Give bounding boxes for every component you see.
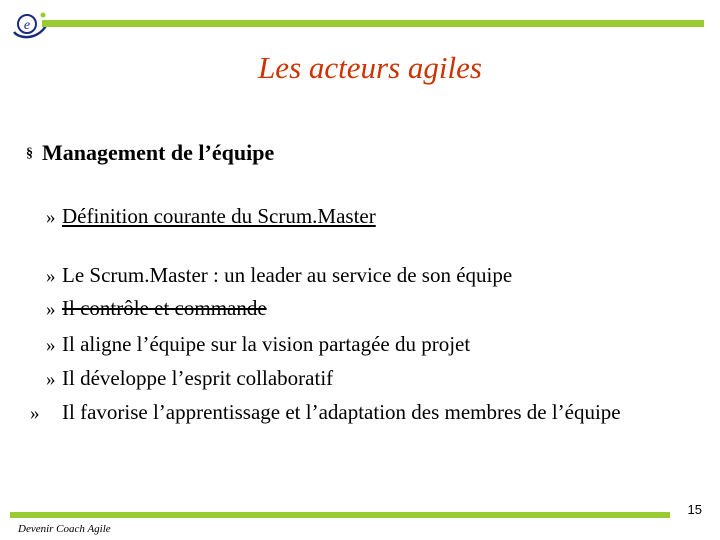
page-number: 15 <box>687 502 702 517</box>
item-mark: » <box>46 299 56 320</box>
bottom-rule <box>10 512 670 518</box>
list-item <box>46 330 470 360</box>
section-label: Management de l’équipe <box>42 140 275 165</box>
item-text: Il développe l’esprit collaboratif <box>62 366 334 390</box>
section-bullet: § <box>26 146 33 161</box>
item-mark: » <box>30 403 40 424</box>
item-mark: » <box>46 369 56 390</box>
top-rule <box>42 20 704 27</box>
item-text: Il aligne l’équipe sur la vision partagée du projet <box>62 332 471 356</box>
item-mark: » <box>46 207 56 228</box>
item-text: Définition courante du Scrum.Master <box>62 204 376 228</box>
item-text: Le Scrum.Master : un leader au service de son équipe <box>62 263 513 287</box>
item-text: Il contrôle et commande <box>62 296 267 320</box>
svg-text:e: e <box>23 18 31 33</box>
item-mark: » <box>46 266 56 287</box>
item-text: Il favorise l’apprentissage et l’adaptation des membres de l’équipe <box>62 400 621 424</box>
list-item <box>46 261 512 291</box>
list-item <box>30 398 662 428</box>
list-item <box>46 294 267 324</box>
item-mark: » <box>46 335 56 356</box>
list-item <box>46 364 333 394</box>
footer-text: Devenir Coach Agile <box>18 523 111 535</box>
slide-title: Les acteurs agiles <box>258 50 482 85</box>
section-heading <box>26 140 274 166</box>
list-item <box>46 202 376 232</box>
